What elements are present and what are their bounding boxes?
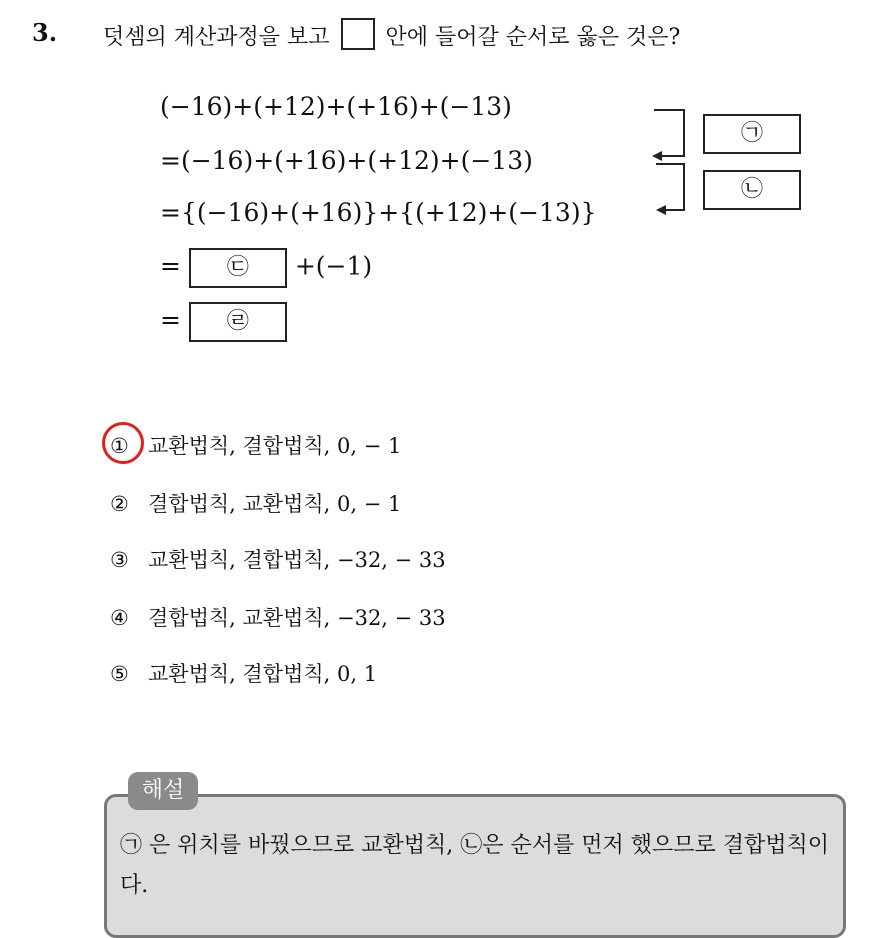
equation-line-4-prefix: = xyxy=(160,251,181,281)
solution-tag: 해설 xyxy=(128,772,198,810)
option-4-text: 결합법칙, 교환법칙, −32, − 33 xyxy=(148,606,446,630)
equation-line-3: ={(−16)+(+16)}+{(+12)+(−13)} xyxy=(160,198,597,227)
question-text-after: 안에 들어갈 순서로 옳은 것은? xyxy=(385,25,681,50)
option-2-number: ② xyxy=(110,492,129,516)
bracket-arrow-1-head xyxy=(652,151,662,161)
option-4[interactable] xyxy=(110,602,446,632)
option-3-text: 교환법칙, 결합법칙, −32, − 33 xyxy=(148,548,446,572)
equation-line-2: =(−16)+(+16)+(+12)+(−13) xyxy=(160,146,533,175)
box-c-label: ㉢ xyxy=(226,255,249,280)
option-1-text: 교환법칙, 결합법칙, 0, − 1 xyxy=(148,434,402,458)
side-box-a xyxy=(703,114,801,154)
option-3[interactable] xyxy=(110,544,446,574)
bracket-arrow-1 xyxy=(654,110,684,156)
bracket-arrow-2-head xyxy=(656,205,666,215)
side-box-b-label: ㉡ xyxy=(740,177,763,202)
option-3-number: ③ xyxy=(110,548,129,572)
option-2[interactable] xyxy=(110,488,401,518)
question-number: 3. xyxy=(32,18,58,47)
equation-line-1: (−16)+(+12)+(+16)+(−13) xyxy=(160,92,512,121)
option-2-text: 결합법칙, 교환법칙, 0, − 1 xyxy=(148,492,402,516)
option-4-number: ④ xyxy=(110,606,129,630)
option-5-text: 교환법칙, 결합법칙, 0, 1 xyxy=(148,662,378,686)
option-1-number: ① xyxy=(110,434,129,458)
option-1[interactable] xyxy=(110,430,401,460)
side-box-b xyxy=(703,170,801,210)
equation-line-5-prefix: = xyxy=(160,305,181,335)
equation-line-4-suffix: +(−1) xyxy=(294,251,373,281)
side-box-a-label: ㉠ xyxy=(740,121,763,146)
option-5-number: ⑤ xyxy=(110,662,129,686)
bracket-arrow-2 xyxy=(656,164,684,210)
option-5[interactable] xyxy=(110,658,377,688)
question-text-before: 덧셈의 계산과정을 보고 xyxy=(103,25,330,50)
solution-text: ㉠ 은 위치를 바꿨으므로 교환법칙, ㉡은 순서를 먼저 했으므로 결합법칙이다. xyxy=(120,833,829,898)
box-d-label: ㉣ xyxy=(226,309,249,334)
